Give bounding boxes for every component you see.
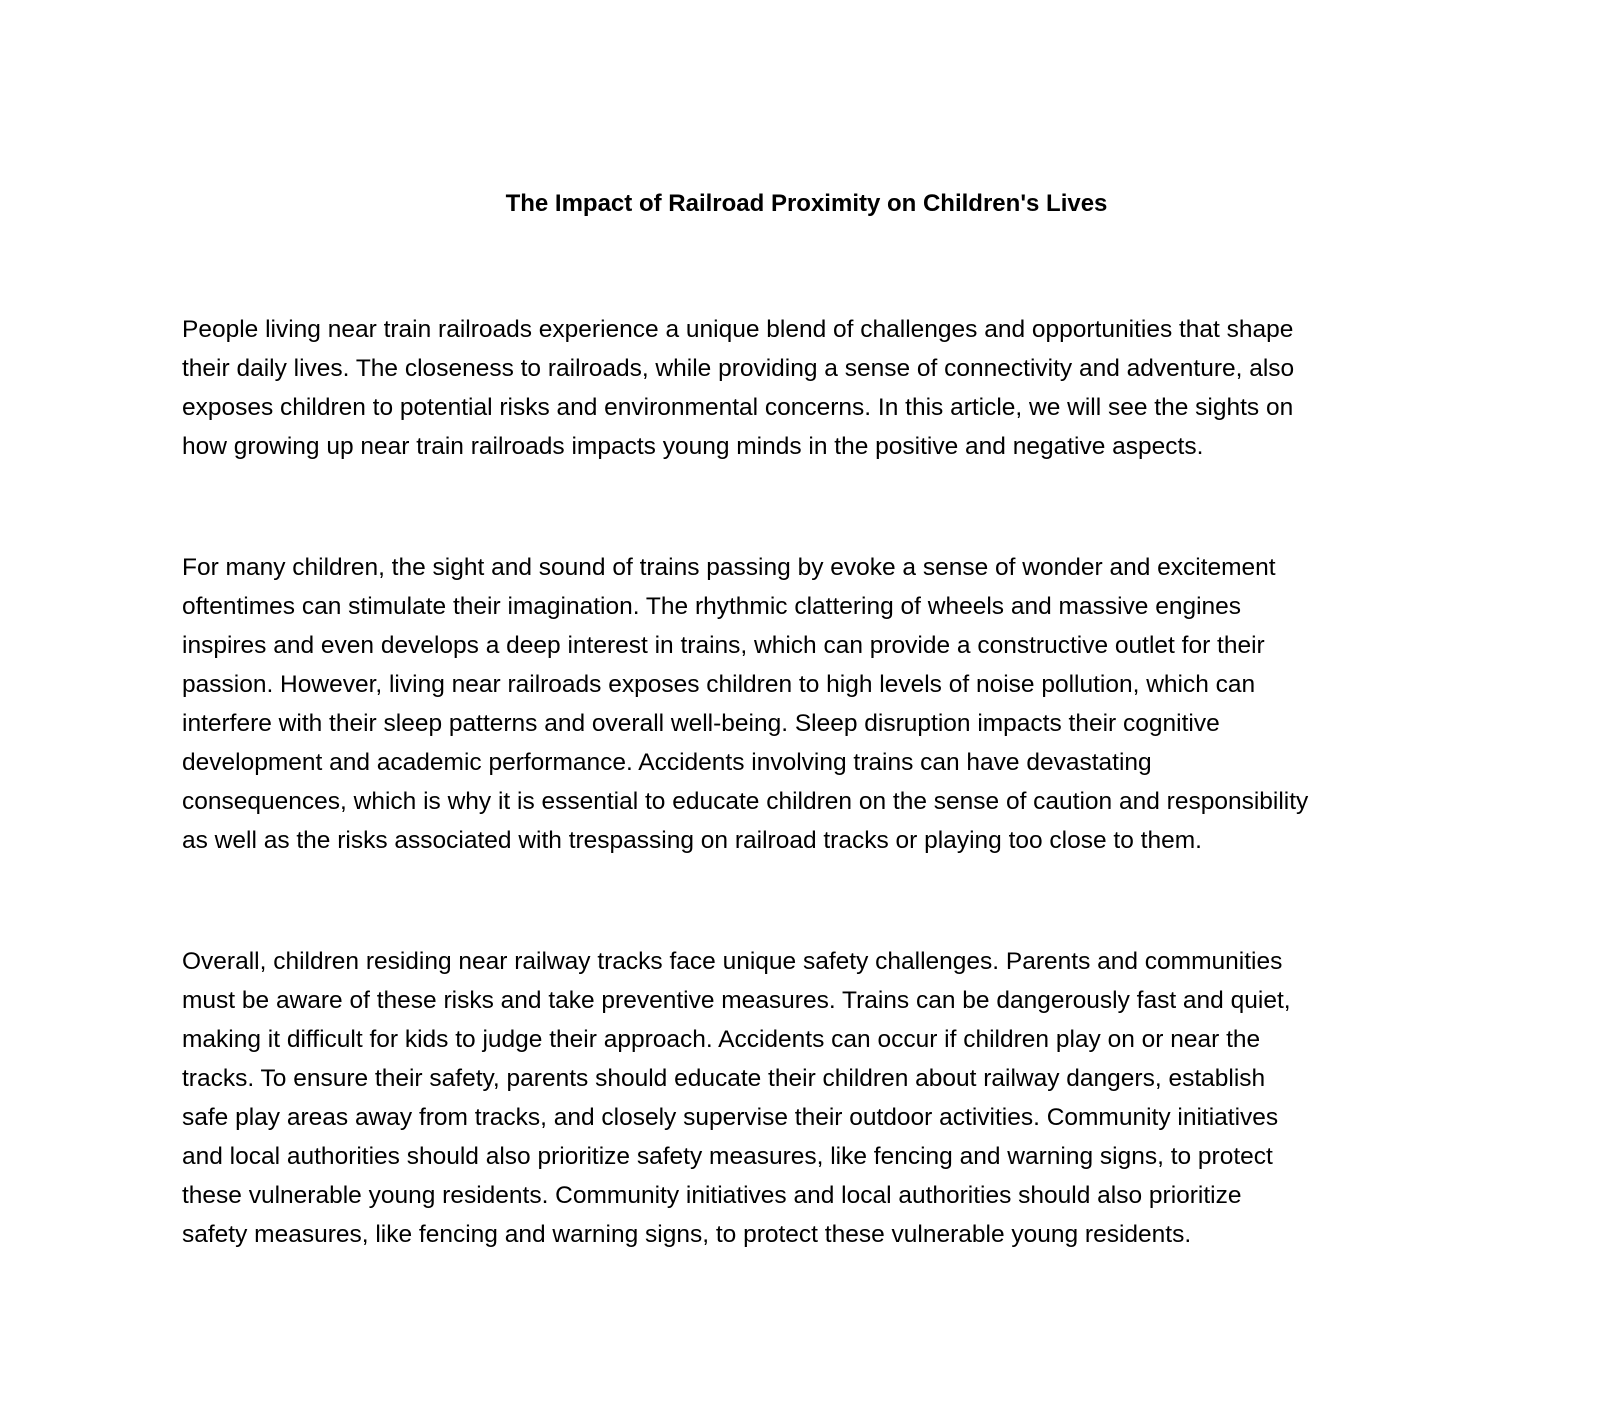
paragraph-line: as well as the risks associated with trespassing on railroad tracks or playing too close to them. bbox=[182, 827, 1202, 854]
paragraph-line: inspires and even develops a deep interest in trains, which can provide a constructive outlet for their bbox=[182, 632, 1265, 659]
paragraph-3 bbox=[182, 942, 1442, 1254]
paragraph-line: making it difficult for kids to judge their approach. Accidents can occur if children play on or near the bbox=[182, 1026, 1261, 1053]
paragraph-line: passion. However, living near railroads exposes children to high levels of noise pollution, which can bbox=[182, 671, 1256, 698]
paragraph-line: oftentimes can stimulate their imagination. The rhythmic clattering of wheels and massive engines bbox=[182, 593, 1242, 620]
paragraph-line: consequences, which is why it is essential to educate children on the sense of caution and responsibility bbox=[182, 788, 1309, 815]
paragraph-line: safety measures, like fencing and warning signs, to protect these vulnerable young residents. bbox=[182, 1221, 1192, 1248]
paragraph-line: People living near train railroads experience a unique blend of challenges and opportunities that shape bbox=[182, 316, 1294, 343]
document-title: The Impact of Railroad Proximity on Children's Lives bbox=[505, 190, 1108, 217]
paragraph-line: safe play areas away from tracks, and closely supervise their outdoor activities. Community initiatives bbox=[182, 1104, 1279, 1131]
paragraph-line: these vulnerable young residents. Community initiatives and local authorities should also prioritize bbox=[182, 1182, 1242, 1209]
paragraph-line: how growing up near train railroads impacts young minds in the positive and negative aspects. bbox=[182, 433, 1204, 460]
paragraph-line: must be aware of these risks and take preventive measures. Trains can be dangerously fast and quiet, bbox=[182, 987, 1291, 1014]
paragraph-line: interfere with their sleep patterns and overall well-being. Sleep disruption impacts their cognitive bbox=[182, 710, 1220, 737]
paragraph-line: their daily lives. The closeness to railroads, while providing a sense of connectivity and adventure, also bbox=[182, 355, 1295, 382]
paragraph-line: exposes children to potential risks and environmental concerns. In this article, we will see the sights on bbox=[182, 394, 1294, 421]
paragraph-line: tracks. To ensure their safety, parents should educate their children about railway dangers, establish bbox=[182, 1065, 1266, 1092]
paragraph-2 bbox=[182, 548, 1442, 860]
paragraph-line: development and academic performance. Accidents involving trains can have devastating bbox=[182, 749, 1152, 776]
paragraph-1 bbox=[182, 310, 1442, 466]
paragraph-line: and local authorities should also prioritize safety measures, like fencing and warning signs, to protect bbox=[182, 1143, 1273, 1170]
paragraph-line: For many children, the sight and sound of trains passing by evoke a sense of wonder and excitement bbox=[182, 554, 1276, 581]
paragraph-line: Overall, children residing near railway tracks face unique safety challenges. Parents and communities bbox=[182, 948, 1283, 975]
